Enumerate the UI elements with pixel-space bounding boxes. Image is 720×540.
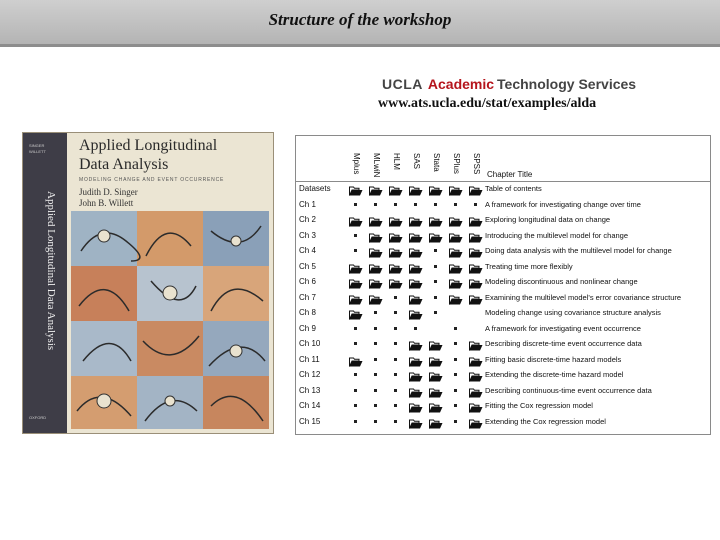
row-label: Ch 4 xyxy=(299,246,316,255)
folder-icon[interactable] xyxy=(429,369,443,379)
unavailable-dot xyxy=(374,327,377,330)
folder-icon[interactable] xyxy=(409,214,423,224)
chapter-title[interactable]: Describing discrete-time event occurrence data xyxy=(485,339,642,348)
folder-icon[interactable] xyxy=(409,276,423,286)
folder-icon[interactable] xyxy=(349,183,363,193)
logo-rest: Technology Services xyxy=(497,76,637,92)
unavailable-dot xyxy=(434,280,437,283)
folder-icon[interactable] xyxy=(389,230,403,240)
unavailable-dot xyxy=(374,358,377,361)
row-label: Ch 15 xyxy=(299,416,321,426)
chapter-title[interactable]: Modeling discontinuous and nonlinear change xyxy=(485,277,638,286)
row-label: Ch 3 xyxy=(299,230,316,240)
unavailable-dot xyxy=(394,311,397,314)
chapter-title[interactable]: Doing data analysis with the multilevel model for change xyxy=(485,246,672,255)
row-label: Ch 9 xyxy=(299,323,316,333)
folder-icon[interactable] xyxy=(469,261,483,271)
folder-icon[interactable] xyxy=(469,183,483,193)
folder-icon[interactable] xyxy=(349,276,363,286)
unavailable-dot xyxy=(354,404,357,407)
title-bar xyxy=(0,0,720,47)
folder-icon[interactable] xyxy=(389,245,403,255)
folder-icon[interactable] xyxy=(469,276,483,286)
chapter-title[interactable]: Extending the Cox regression model xyxy=(485,416,606,426)
folder-icon[interactable] xyxy=(429,385,443,395)
front-cover xyxy=(67,133,273,433)
unavailable-dot xyxy=(374,373,377,376)
chapter-title[interactable]: Exploring longitudinal data on change xyxy=(485,215,611,224)
spine-authors: SINGER WILLETT xyxy=(29,143,46,154)
unavailable-dot xyxy=(414,203,417,206)
folder-icon[interactable] xyxy=(469,354,483,364)
column-header-mlwin: MLwiN xyxy=(372,153,381,178)
unavailable-dot xyxy=(454,327,457,330)
folder-icon[interactable] xyxy=(409,261,423,271)
table-header-divider xyxy=(295,181,711,182)
unavailable-dot xyxy=(454,404,457,407)
book-spine xyxy=(23,133,67,433)
cover-artwork xyxy=(71,211,269,429)
folder-icon[interactable] xyxy=(409,416,423,426)
row-label: Ch 7 xyxy=(299,292,316,302)
chapter-title[interactable]: A framework for investigating change over time xyxy=(485,199,641,209)
folder-icon[interactable] xyxy=(409,354,423,364)
unavailable-dot xyxy=(354,249,357,252)
unavailable-dot xyxy=(354,373,357,376)
folder-icon[interactable] xyxy=(429,354,443,364)
folder-icon[interactable] xyxy=(409,183,423,193)
unavailable-dot xyxy=(374,420,377,423)
spine-publisher: OXFORD xyxy=(29,415,47,420)
chapter-title[interactable]: Introducing the multilevel model for change xyxy=(485,230,628,240)
unavailable-dot xyxy=(354,234,357,237)
site-url[interactable]: www.ats.ucla.edu/stat/examples/alda xyxy=(378,96,597,111)
unavailable-dot xyxy=(374,203,377,206)
folder-icon[interactable] xyxy=(409,307,423,317)
folder-icon[interactable] xyxy=(389,276,403,286)
ucla-ats-logo xyxy=(382,76,636,92)
unavailable-dot xyxy=(454,373,457,376)
unavailable-dot xyxy=(394,203,397,206)
unavailable-dot xyxy=(394,420,397,423)
folder-icon[interactable] xyxy=(449,292,463,302)
unavailable-dot xyxy=(454,203,457,206)
unavailable-dot xyxy=(394,327,397,330)
chapter-title[interactable]: Table of contents xyxy=(485,184,542,193)
folder-icon[interactable] xyxy=(349,354,363,364)
table-border-right xyxy=(710,135,711,434)
folder-icon[interactable] xyxy=(369,214,383,224)
row-label: Ch 8 xyxy=(299,308,316,317)
unavailable-dot xyxy=(394,373,397,376)
unavailable-dot xyxy=(394,389,397,392)
logo-ucla: UCLA xyxy=(382,76,423,92)
row-label: Datasets xyxy=(299,184,331,193)
folder-icon[interactable] xyxy=(449,276,463,286)
book-author2: John B. Willett xyxy=(79,198,134,208)
folder-icon[interactable] xyxy=(409,400,423,410)
row-label: Ch 2 xyxy=(299,215,316,224)
folder-icon[interactable] xyxy=(469,292,483,302)
folder-icon[interactable] xyxy=(389,261,403,271)
folder-icon[interactable] xyxy=(449,230,463,240)
row-label: Ch 12 xyxy=(299,370,321,379)
unavailable-dot xyxy=(374,311,377,314)
unavailable-dot xyxy=(374,389,377,392)
folder-icon[interactable] xyxy=(469,230,483,240)
folder-icon[interactable] xyxy=(369,261,383,271)
folder-icon[interactable] xyxy=(429,230,443,240)
folder-icon[interactable] xyxy=(369,245,383,255)
unavailable-dot xyxy=(354,327,357,330)
unavailable-dot xyxy=(394,296,397,299)
folder-icon[interactable] xyxy=(469,369,483,379)
folder-icon[interactable] xyxy=(369,230,383,240)
unavailable-dot xyxy=(454,358,457,361)
folder-icon[interactable] xyxy=(469,400,483,410)
folder-icon[interactable] xyxy=(389,183,403,193)
column-header-chapter-title: Chapter Title xyxy=(487,170,533,179)
folder-icon[interactable] xyxy=(409,369,423,379)
unavailable-dot xyxy=(354,420,357,423)
unavailable-dot xyxy=(434,296,437,299)
chapter-title[interactable]: Fitting the Cox regression model xyxy=(485,401,593,410)
unavailable-dot xyxy=(394,358,397,361)
folder-icon[interactable] xyxy=(429,400,443,410)
row-label: Ch 14 xyxy=(299,401,321,410)
unavailable-dot xyxy=(434,311,437,314)
unavailable-dot xyxy=(354,389,357,392)
unavailable-dot xyxy=(434,249,437,252)
folder-icon[interactable] xyxy=(409,385,423,395)
unavailable-dot xyxy=(454,389,457,392)
book-cover-image xyxy=(22,132,274,434)
table-border-left xyxy=(295,135,296,434)
unavailable-dot xyxy=(434,265,437,268)
folder-icon[interactable] xyxy=(409,292,423,302)
chapter-title[interactable]: Modeling change using covariance structure analysis xyxy=(485,308,661,317)
row-label: Ch 11 xyxy=(299,354,320,364)
chapter-title[interactable]: Examining the multilevel model's error covariance structure xyxy=(485,292,682,302)
column-header-splus: SPlus xyxy=(452,153,461,174)
chapter-title[interactable]: Fitting basic discrete-time hazard models xyxy=(485,354,622,364)
folder-icon[interactable] xyxy=(429,338,443,348)
spine-title: Applied Longitudinal Data Analysis xyxy=(45,191,57,351)
row-label: Ch 5 xyxy=(299,261,316,271)
row-label: Ch 6 xyxy=(299,277,316,286)
logo-academic: Academic xyxy=(427,76,495,92)
row-label: Ch 1 xyxy=(299,199,316,209)
column-header-hlm: HLM xyxy=(392,153,401,170)
slide-title: Structure of the workshop xyxy=(268,10,452,29)
folder-icon[interactable] xyxy=(429,183,443,193)
book-subtitle: MODELING CHANGE AND EVENT OCCURRENCE xyxy=(79,177,225,183)
folder-icon[interactable] xyxy=(469,416,483,426)
chapter-title[interactable]: A framework for investigating event occurrence xyxy=(485,323,641,333)
unavailable-dot xyxy=(454,420,457,423)
folder-icon[interactable] xyxy=(349,261,363,271)
folder-icon[interactable] xyxy=(409,245,423,255)
folder-icon[interactable] xyxy=(349,307,363,317)
row-label: Ch 13 xyxy=(299,385,321,395)
book-title xyxy=(79,136,217,174)
unavailable-dot xyxy=(354,342,357,345)
unavailable-dot xyxy=(394,342,397,345)
folder-icon[interactable] xyxy=(449,245,463,255)
folder-icon[interactable] xyxy=(409,338,423,348)
folder-icon[interactable] xyxy=(469,214,483,224)
folder-icon[interactable] xyxy=(469,245,483,255)
book-author1: Judith D. Singer xyxy=(79,187,138,197)
folder-icon[interactable] xyxy=(369,292,383,302)
folder-icon[interactable] xyxy=(469,338,483,348)
folder-icon[interactable] xyxy=(429,214,443,224)
column-header-spss: SPSS xyxy=(472,153,481,175)
folder-icon[interactable] xyxy=(449,183,463,193)
unavailable-dot xyxy=(434,203,437,206)
row-label: Ch 10 xyxy=(299,339,321,348)
unavailable-dot xyxy=(394,404,397,407)
unavailable-dot xyxy=(354,203,357,206)
folder-icon[interactable] xyxy=(389,214,403,224)
column-header-mplus: Mplus xyxy=(352,153,361,175)
chapter-title[interactable]: Extending the discrete-time hazard model xyxy=(485,370,624,379)
table-border-bottom xyxy=(295,434,711,435)
folder-icon[interactable] xyxy=(449,261,463,271)
unavailable-dot xyxy=(374,342,377,345)
column-header-stata: Stata xyxy=(432,153,441,172)
book-title-line1: Applied Longitudinal xyxy=(79,137,218,154)
folder-icon[interactable] xyxy=(369,276,383,286)
folder-icon[interactable] xyxy=(349,214,363,224)
folder-icon[interactable] xyxy=(469,385,483,395)
unavailable-dot xyxy=(414,327,417,330)
unavailable-dot xyxy=(474,203,477,206)
table-border-top xyxy=(295,135,711,136)
folder-icon[interactable] xyxy=(409,230,423,240)
book-title-line2: Data Analysis xyxy=(79,156,169,173)
chapter-title[interactable]: Describing continuous-time event occurrence data xyxy=(485,385,652,395)
folder-icon[interactable] xyxy=(429,416,443,426)
unavailable-dot xyxy=(454,342,457,345)
column-header-sas: SAS xyxy=(412,153,421,170)
folder-icon[interactable] xyxy=(369,183,383,193)
unavailable-dot xyxy=(374,404,377,407)
folder-icon[interactable] xyxy=(349,292,363,302)
book-authors xyxy=(79,187,138,209)
folder-icon[interactable] xyxy=(449,214,463,224)
chapter-title[interactable]: Treating time more flexibly xyxy=(485,261,573,271)
